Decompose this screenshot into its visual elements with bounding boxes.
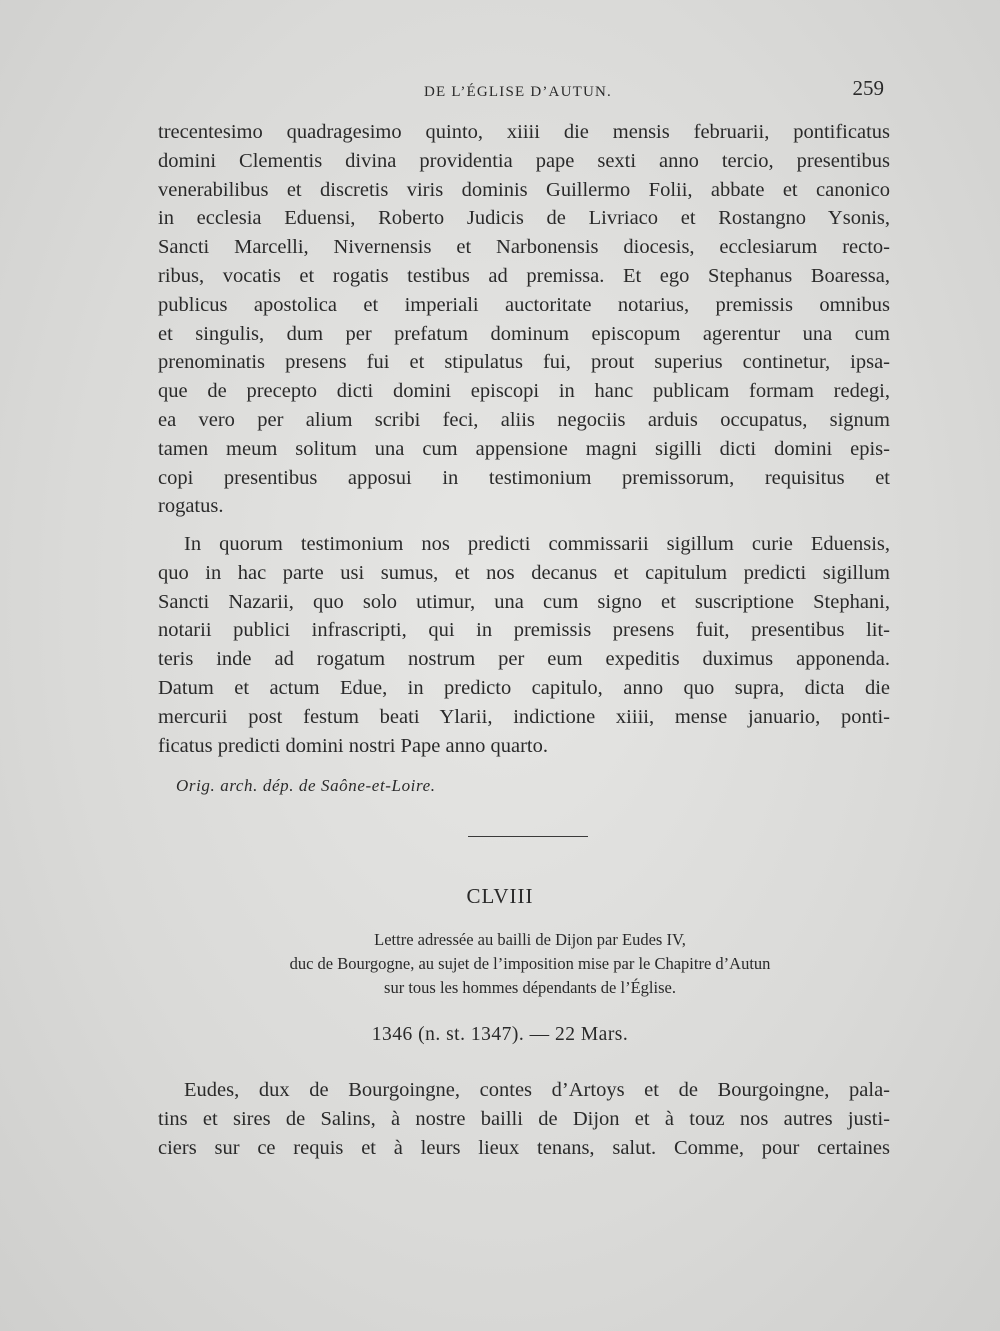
summary-line: Lettre adressée au bailli de Dijon par Eudes IV, bbox=[374, 930, 686, 949]
text-line: notarii publici infrascripti, qui in premissis presens fuit, presentibus lit- bbox=[158, 619, 890, 642]
text-line: in ecclesia Eduensi, Roberto Judicis de Livriaco et Rostangno Ysonis, bbox=[158, 207, 890, 230]
text-line: prenominatis presens fui et stipulatus fui, prout superius continetur, ipsa- bbox=[158, 351, 890, 374]
text-line: Sancti Nazarii, quo solo utimur, una cum signo et suscriptione Stephani, bbox=[158, 590, 890, 613]
closing-paragraph bbox=[158, 530, 890, 760]
text-line: et singulis, dum per prefatum dominum episcopum agerentur una cum bbox=[158, 322, 890, 345]
source-citation: Orig. arch. dép. de Saône-et-Loire. bbox=[176, 776, 436, 795]
text-line: quo in hac parte usi sumus, et nos decanus et capitulum predicti sigillum bbox=[158, 561, 890, 584]
text-line: mercurii post festum beati Ylarii, indictione xiiii, mense januario, ponti- bbox=[158, 705, 890, 728]
text-line: tins et sires de Salins, à nostre bailli de Dijon et à touz nos autres justi- bbox=[158, 1107, 890, 1130]
text-line: ea vero per alium scribi feci, aliis negociis arduis occupatus, signum bbox=[158, 408, 890, 431]
text-line: ribus, vocatis et rogatis testibus ad premissa. Et ego Stephanus Boaressa, bbox=[158, 264, 890, 287]
page-number: 259 bbox=[852, 76, 884, 100]
letter-opening-paragraph bbox=[158, 1076, 890, 1162]
text-line: Datum et actum Edue, in predicto capitulo, anno quo supra, dicta die bbox=[158, 676, 890, 699]
document-number: CLVIII bbox=[466, 884, 534, 908]
text-line: copi presentibus apposui in testimonium premissorum, requisitus et bbox=[158, 466, 890, 489]
text-line: publicus apostolica et imperiali auctoritate notarius, premissis omnibus bbox=[158, 293, 890, 316]
document-date: 1346 (n. st. 1347). — 22 Mars. bbox=[371, 1024, 629, 1045]
running-title: DE L’ÉGLISE D’AUTUN. bbox=[424, 84, 613, 100]
text-line: In quorum testimonium nos predicti commissarii sigillum curie Eduensis, bbox=[184, 533, 890, 555]
page-header bbox=[158, 76, 884, 106]
text-line: trecentesimo quadragesimo quinto, xiiii die mensis februarii, pontificatus bbox=[158, 121, 890, 143]
text-line: rogatus. bbox=[158, 495, 224, 518]
document-summary bbox=[190, 928, 870, 1000]
summary-line: duc de Bourgogne, au sujet de l’imposition mise par le Chapitre d’Autun bbox=[289, 954, 771, 973]
section-divider bbox=[468, 836, 588, 837]
text-line: Eudes, dux de Bourgoingne, contes d’Artoys et de Bourgoingne, pala- bbox=[184, 1079, 890, 1101]
summary-line: sur tous les hommes dépendants de l’Église. bbox=[384, 978, 676, 997]
text-line: tamen meum solitum una cum appensione magni sigilli dicti domini epis- bbox=[158, 437, 890, 460]
text-line: ficatus predicti domini nostri Pape anno quarto. bbox=[158, 734, 548, 757]
text-line: venerabilibus et discretis viris dominis Guillermo Folii, abbate et canonico bbox=[158, 178, 890, 201]
continued-paragraph bbox=[158, 118, 890, 521]
text-line: domini Clementis divina providentia pape sexti anno tercio, presentibus bbox=[158, 149, 890, 172]
text-line: Sancti Marcelli, Nivernensis et Narbonensis diocesis, ecclesiarum recto- bbox=[158, 236, 890, 259]
text-line: ciers sur ce requis et à leurs lieux tenans, salut. Comme, pour certaines bbox=[158, 1136, 890, 1159]
text-line: que de precepto dicti domini episcopi in hanc publicam formam redegi, bbox=[158, 380, 890, 403]
text-line: teris inde ad rogatum nostrum per eum expeditis duximus apponenda. bbox=[158, 648, 890, 671]
